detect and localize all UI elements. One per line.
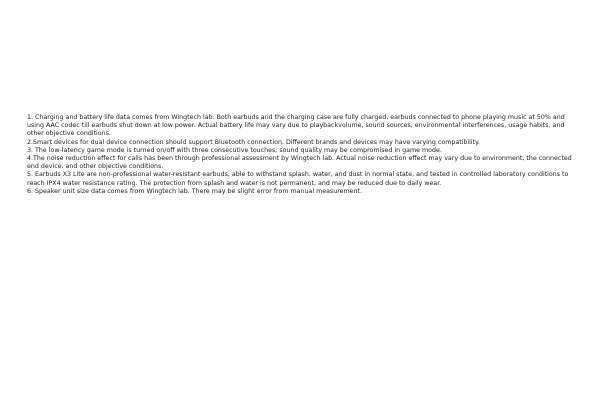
note-noise-reduction: 4.The noise reduction effect for calls has been through professional assessment by Wingtech lab. Actual noise reduction effect may vary due to environment, the connected end device, and other objective conditions.	[27, 155, 572, 171]
note-water-resistance: 5. Earbuds X3 Lite are non-professional water-resistant earbuds, able to withstand splash, water, and dust in normal state, and tested in controlled laboratory conditions to reach IPX4 water resistance rating. The protection from splash and water is not permanent, and may be reduced due to daily wear.	[27, 171, 569, 187]
note-speaker-size: 6. Speaker unit size data comes from Wingtech lab. There may be slight error from manual measurement.	[27, 187, 362, 195]
note-charging-battery: 1. Charging and battery life data comes from Wingtech lab. Both earbuds and the charging case are fully charged, earbuds connected to phone playing music at 50% and using AAC codec till earbuds shut down at low power. Actual battery life may vary due to playbackvolume, sound sources, environmental interferences, usage habits, and other objective conditions.	[27, 114, 565, 138]
note-dual-device: 2.Smart devices for dual device connection should support Bluetooth connection. Different brands and devices may have varying compatibility.	[27, 138, 480, 146]
disclaimer-notes	[27, 114, 579, 196]
note-game-mode: 3. The low-latency game mode is turned on/off with three consecutive touches; sound quality may be compromised in game mode.	[27, 146, 442, 154]
